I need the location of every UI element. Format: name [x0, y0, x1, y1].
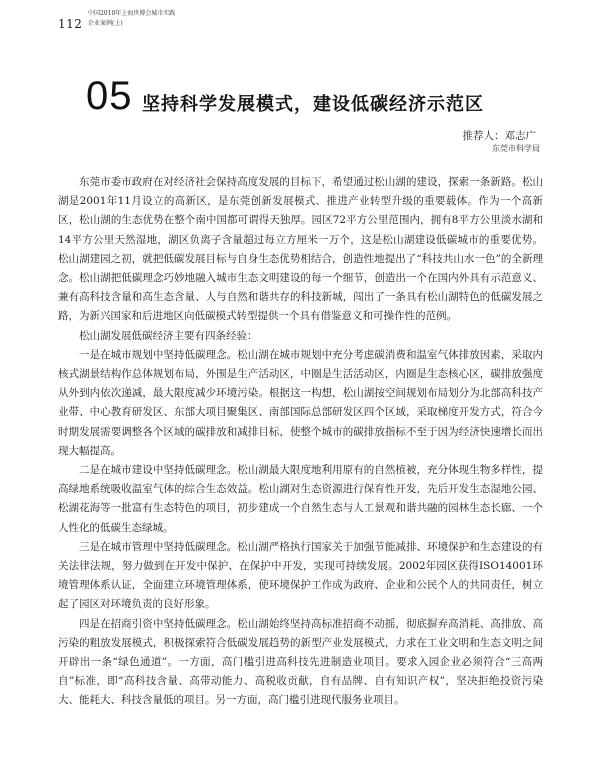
- chapter-number: 05: [86, 74, 133, 118]
- author-line: 推荐人：邓志广: [462, 130, 536, 142]
- article-body: [58, 173, 543, 711]
- chapter-title: 坚持科学发展模式，建设低碳经济示范区: [142, 94, 484, 115]
- author-affiliation: 东莞市科学局: [492, 144, 540, 153]
- paragraph-point-1: 一是在城市规划中坚持低碳理念。松山湖在城市规划中充分考虑碳消费和温室气体排放因素，采取内核式湖景结构作总体规划布局，外围是生产活动区，中圈是生活活动区，内圈是生态核心区，碳排放强度从外到内依次递减，最大限度减少环境污染。根据这一构想，松山湖按空间规划布局划分为北部高科技产业带、中心教育研发区、东部大项目聚集区、南部国际总部研发区四个区域，采取梯度开发方式，符合今时期发展需要调整各个区域的碳排放和减排目标，使整个城市的碳排放指标不至于因为经济快速增长而出现大幅提高。: [58, 348, 543, 457]
- paragraph-intro: 东莞市委市政府在对经济社会保持高度发展的目标下，希望通过松山湖的建设，探索一条新路。松山湖是2001年11月设立的高新区，是东莞创新发展模式、推进产业转型升级的重要载体。作为一个高新区，松山湖的生态优势在整个南中国都可谓得天独厚。园区72平方公里范围内，拥有8平方公里淡水湖和14平方公里天然湿地，湖区负离子含量超过每立方厘米一万个，这是松山湖建设低碳城市的重要优势。松山湖建园之初，就把低碳发展目标与自身生态优势相结合，创造性地提出了“科技共山水一色”的全新理念。松山湖把低碳理念巧妙地融入城市生态文明建设的每一个细节，创造出一个在国内外具有示范意义、兼有高科技含量和高生态含量、人与自然和谐共存的科技新城，闯出了一条具有松山湖特色的低碳发展之路，为新兴国家和后进地区向低碳模式转型提供一个具有借鉴意义和可操作性的范例。: [58, 176, 543, 323]
- paragraph-point-3: 三是在城市管理中坚持低碳理念。松山湖严格执行国家关于加强节能减排、环境保护和生态建设的有关法律法规，努力做到在开发中保护、在保护中开发，实现可持续发展。2002年园区获得ISO14001环境管理体系认证，全面建立环境管理体系，使环境保护工作成为政府、企业和公民个人的共同责任，树立起了园区对环境负责的良好形象。: [58, 540, 543, 611]
- page-number: 112: [58, 17, 83, 31]
- paragraph-point-2: 二是在城市建设中坚持低碳理念。松山湖最大限度地利用原有的自然植被，充分体现生物多样性，提高绿地系统吸收温室气体的综合生态效益。松山湖对生态资源进行保育性开发，先后开发生态湿地公园、松湖花海等一批富有生态特色的项目，初步建成一个自然生态与人工景观和谐共融的园林生态长廊、一个人性化的低碳生态绿城。: [58, 464, 543, 534]
- running-head-book-title: 中国2010年上海世博会城市实践: [88, 10, 176, 17]
- paragraph-point-4: 四是在招商引资中坚持低碳理念。松山湖始终坚持高标准招商不动摇，彻底摒弃高消耗、高排放、高污染的粗放发展模式，积极探索符合低碳发展趋势的新型产业发展模式，力求在工业文明和生态文明之间开辟出一条“绿色通道”。一方面，高门槛引进高科技先进制造业项目。要求入园企业必须符合“三高两自”标准，即“高科技含量、高带动能力、高税收贡献，自有品牌、自有知识产权”，坚决拒绝投资污染大、能耗大、科技含量低的项目。另一方面，高门槛引进现代服务业项目。: [58, 617, 543, 707]
- running-head-section: 企业案例(上): [88, 20, 123, 27]
- paragraph-lead: 松山湖发展低碳经济主要有四条经验：: [79, 329, 258, 342]
